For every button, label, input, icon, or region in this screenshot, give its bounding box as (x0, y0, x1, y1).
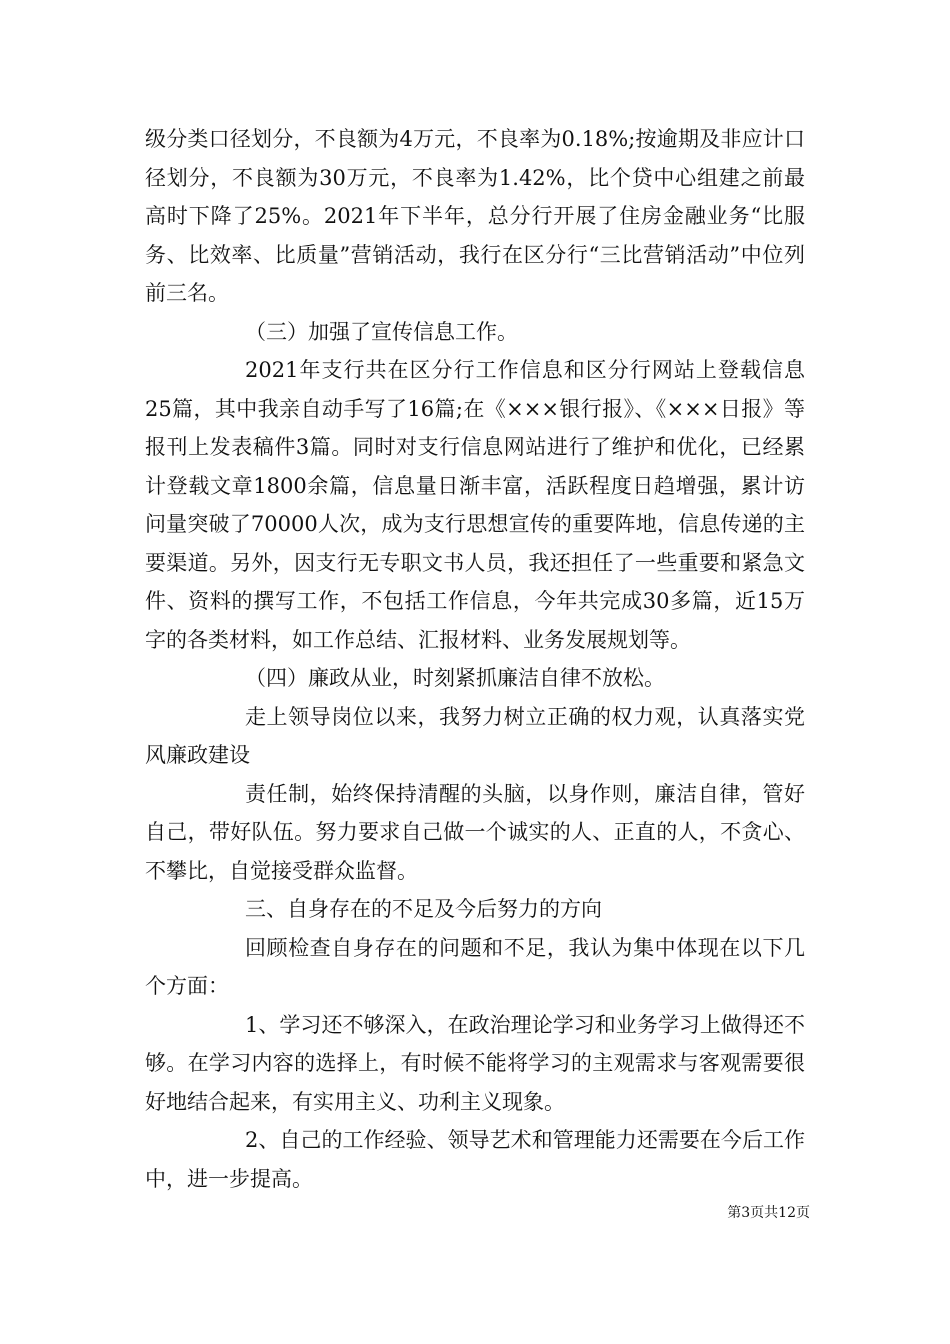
heading-shortcomings: 三、自身存在的不足及今后努力的方向 (245, 897, 602, 921)
paragraph-integrity-2: 责任制，始终保持清醒的头脑，以身作则，廉洁自律，管好自己，带好队伍。努力要求自己做一个诚实的人、正直的人，不贪心、不攀比，自觉接受群众监督。 (145, 781, 805, 883)
heading-integrity: （四）廉政从业，时刻紧抓廉洁自律不放松。 (245, 666, 665, 690)
paragraph-review: 回顾检查自身存在的问题和不足，我认为集中体现在以下几个方面： (145, 935, 805, 998)
paragraph-publicity: 2021年支行共在区分行工作信息和区分行网站上登载信息25篇，其中我亲自动手写了16篇;在《×××银行报》、《×××日报》等报刊上发表稿件3篇。同时对支行信息网站进行了维护和优化，已经累计登载文章1800余篇，信息量日渐丰富，活跃程度日趋增强，累计访问量突破了70000人次，成为支行思想宣传的重要阵地，信息传递的主要渠道。另外，因支行无专职文书人员，我还担任了一些重要和紧急文件、资料的撰写工作，不包括工作信息，今年共完成30多篇，近15万字的各类材料，如工作总结、汇报材料、业务发展规划等。 (145, 358, 805, 652)
heading-publicity: （三）加强了宣传信息工作。 (245, 319, 518, 344)
paragraph-integrity-1: 走上领导岗位以来，我努力树立正确的权力观，认真落实党风廉政建设 (145, 704, 805, 767)
document-body (145, 120, 805, 1198)
list-item-1: 1、学习还不够深入，在政治理论学习和业务学习上做得还不够。在学习内容的选择上，有时候不能将学习的主观需求与客观需要很好地结合起来，有实用主义、功利主义现象。 (145, 1012, 805, 1114)
paragraph-loan-quality: 级分类口径划分，不良额为4万元，不良率为0.18%;按逾期及非应计口径划分，不良额为30万元，不良率为1.42%，比个贷中心组建之前最高时下降了25%。2021年下半年，总分行开展了住房金融业务“比服务、比效率、比质量”营销活动，我行在区分行“三比营销活动”中位列前三名。 (145, 127, 805, 305)
page-number: 第3页共12页 (727, 1205, 810, 1221)
list-item-2: 2、自己的工作经验、领导艺术和管理能力还需要在今后工作中，进一步提高。 (145, 1128, 805, 1191)
